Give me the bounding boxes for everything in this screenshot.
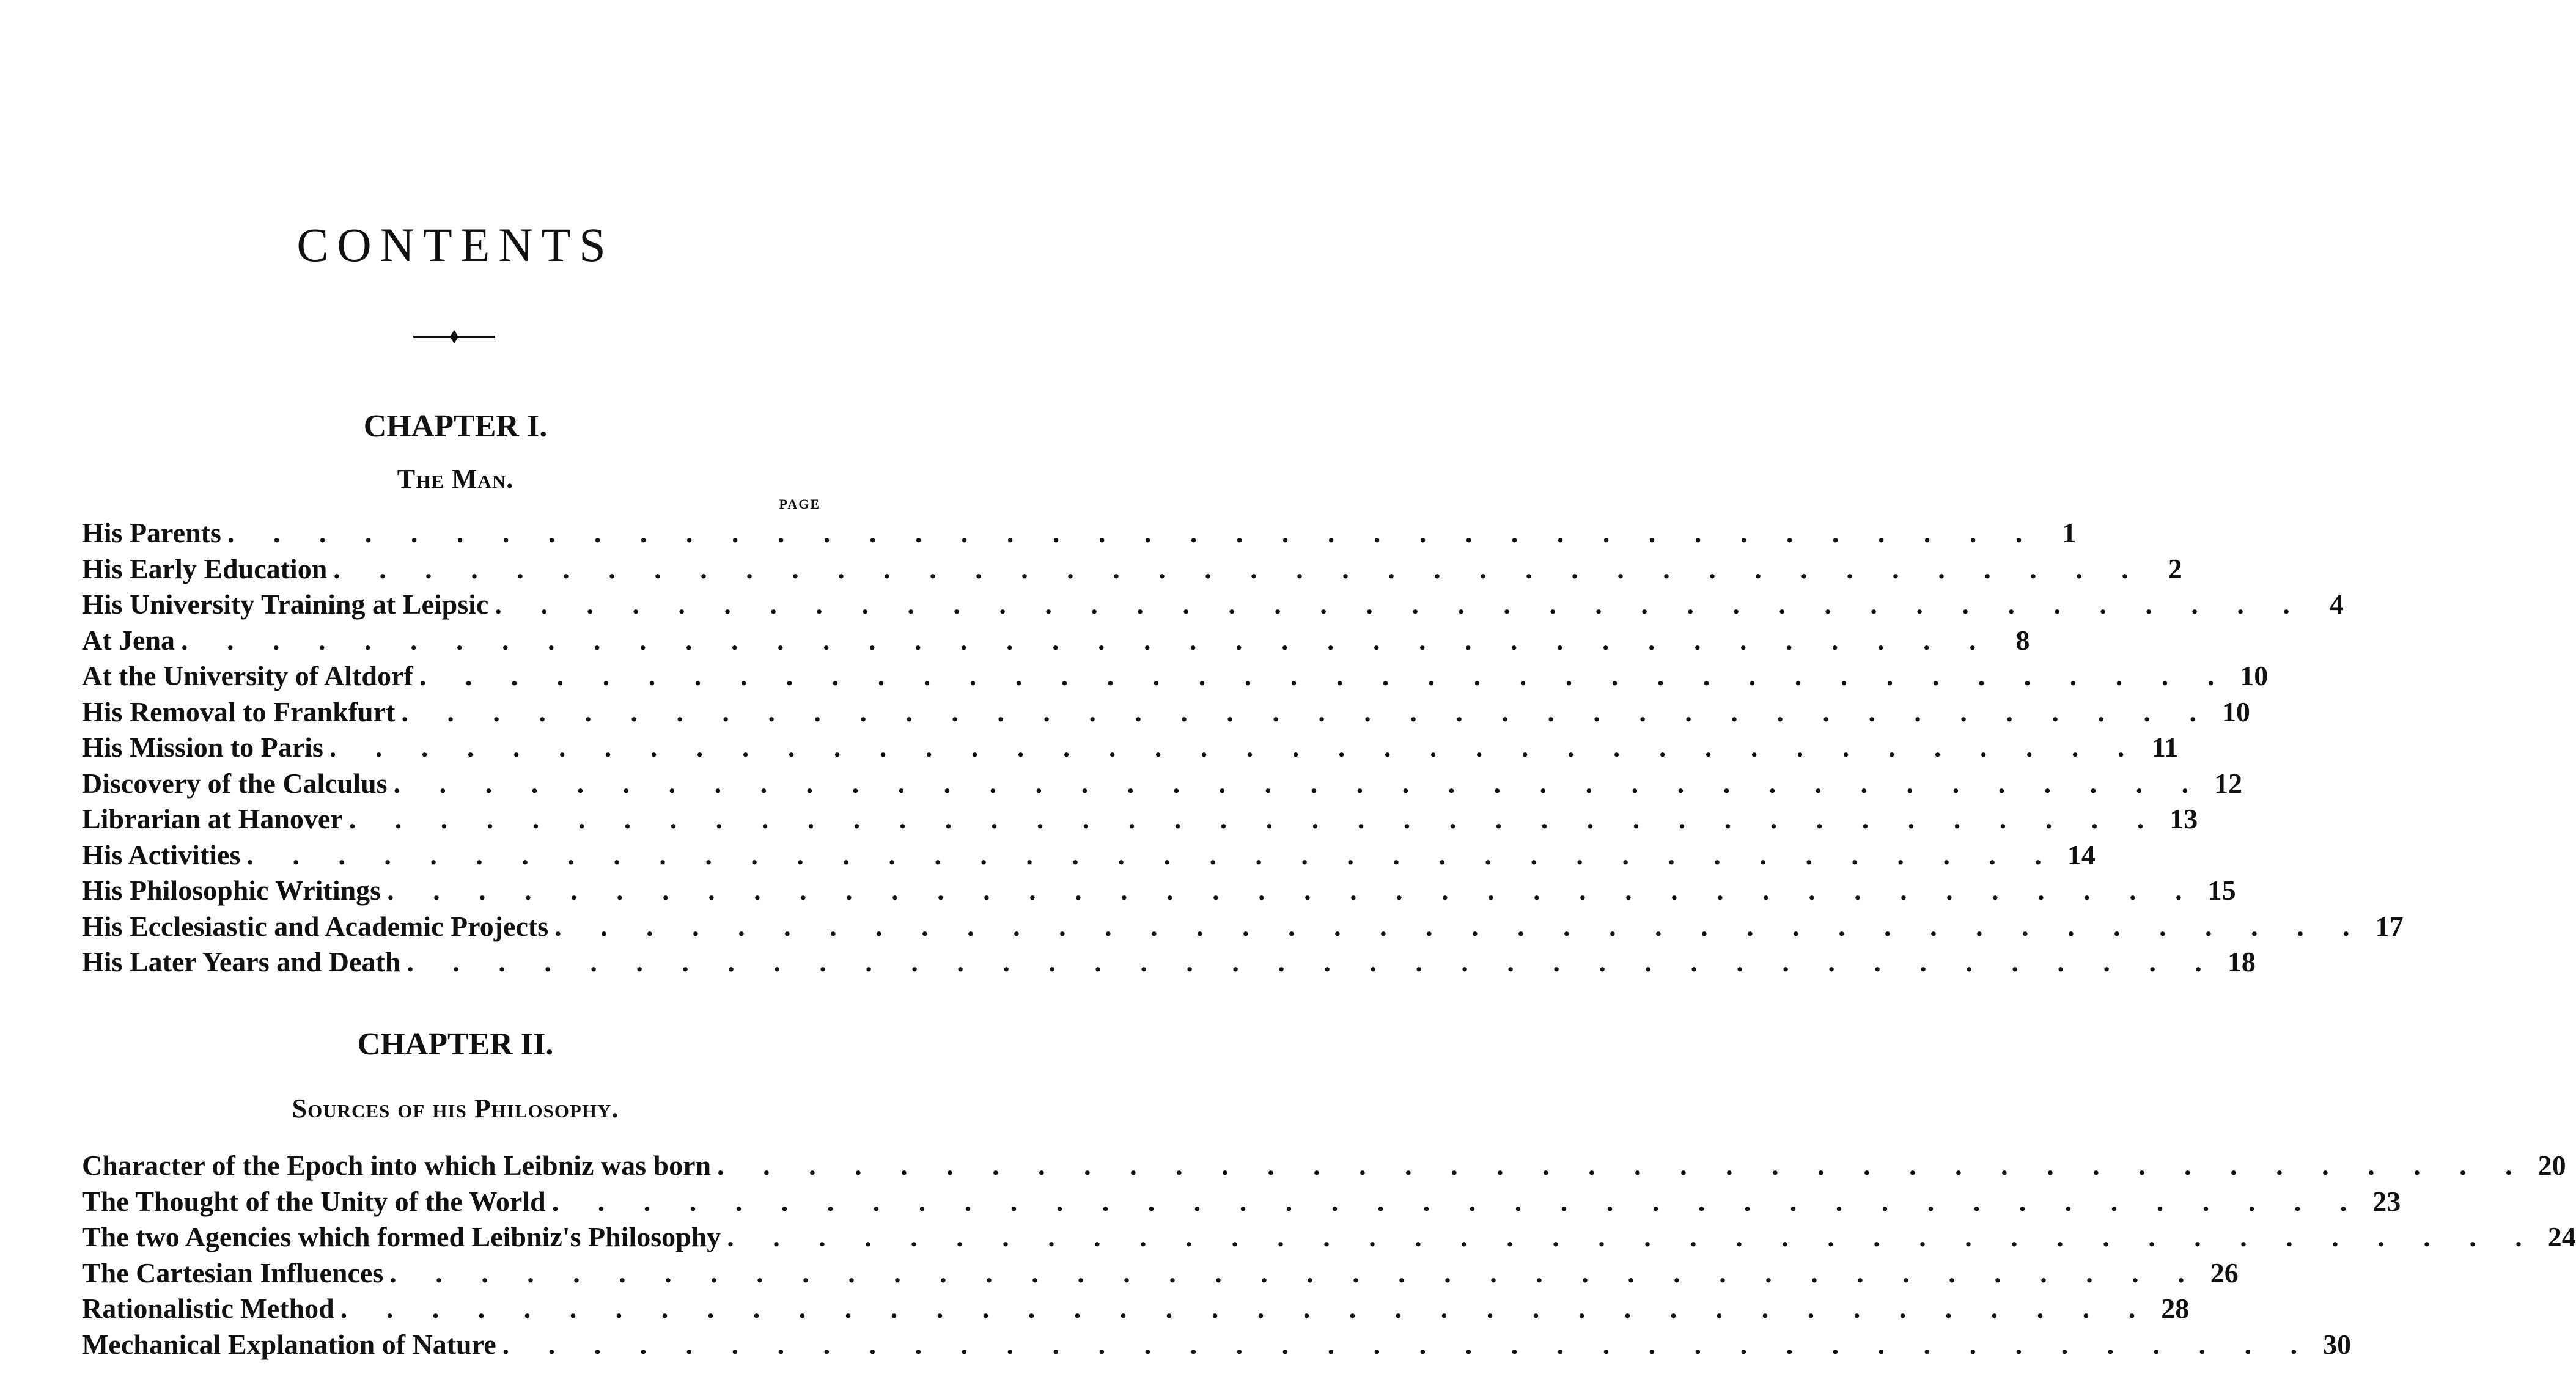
entry-page-number: 23 xyxy=(2372,1185,2401,1217)
toc-entry[interactable] xyxy=(82,623,2030,659)
dot-leader: . . . . . . . . . . . . . . . . . . . . . . . . . . . . . . . . . . . . . . . . xyxy=(717,1150,2528,1181)
entry-label: His Ecclesiastic and Academic Projects xyxy=(82,910,549,942)
entry-page-number: 17 xyxy=(2375,910,2404,942)
entry-label: His Mission to Paris xyxy=(82,732,323,763)
toc-entry[interactable] xyxy=(82,1148,2566,1184)
toc-entry[interactable] xyxy=(82,909,2404,945)
toc-entry[interactable] xyxy=(82,551,2182,587)
dot-leader: . . . . . . . . . . . . . . . . . . . . . . . . . . . . . . . . . . . . . . . . xyxy=(333,553,2144,584)
entry-page-number: 26 xyxy=(2210,1257,2239,1288)
page-title: CONTENTS xyxy=(296,218,614,271)
dot-leader: . . . . . . . . . . . . . . . . . . . . . . . . . . . . . . . . . . . . . . . . xyxy=(387,875,2198,906)
dot-leader: . . . . . . . . . . . . . . . . . . . . . . . . . . . . . . . . . . . . . . . . xyxy=(389,1257,2201,1288)
chapter-1-heading: CHAPTER I. xyxy=(363,409,548,444)
dot-leader: . . . . . . . . . . . . . . . . . . . . . . . . . . . . . . . . . . . . . . . . xyxy=(407,946,2218,977)
entry-page-number: 30 xyxy=(2323,1328,2352,1360)
dot-leader: . . . . . . . . . . . . . . . . . . . . . . . . . . . . . . . . . . . . . . . . xyxy=(495,589,2306,620)
entry-label: His Parents xyxy=(82,517,221,548)
toc-entry[interactable] xyxy=(82,1219,2576,1255)
entry-label: The Thought of the Unity of the World xyxy=(82,1185,546,1217)
dot-leader: . . . . . . . . . . . . . . . . . . . . . . . . . . . . . . . . . . . . . . . . xyxy=(401,696,2212,727)
entry-page-number: 10 xyxy=(2221,696,2250,727)
entry-page-number: 13 xyxy=(2169,803,2198,834)
toc-entry[interactable] xyxy=(82,944,2256,980)
dot-leader: . . . . . . . . . . . . . . . . . . . . . . . . . . . . . . . . . . . . . . . . xyxy=(502,1328,2314,1360)
entry-page-number: 2 xyxy=(2168,553,2182,584)
entry-page-number: 15 xyxy=(2207,875,2236,906)
dot-leader: . . . . . . . . . . . . . . . . . . . . . . . . . . . . . . . . . . . . . . . . xyxy=(340,1293,2152,1324)
dot-leader: . . . . . . . . . . . . . . . . . . . . . . . . . . . . . . . . . . . . . . . . xyxy=(393,767,2205,799)
toc-entry[interactable] xyxy=(82,515,2077,551)
dot-leader: . . . . . . . . . . . . . . . . . . . . . . . . . . . . . . . . . . . . . . . . xyxy=(181,624,1992,656)
entry-label: At Jena xyxy=(82,624,175,656)
entry-label: Discovery of the Calculus xyxy=(82,767,388,799)
chapter-2-heading: CHAPTER II. xyxy=(357,1027,554,1062)
ornament-divider-icon xyxy=(413,329,495,345)
entry-label: The Cartesian Influences xyxy=(82,1257,384,1288)
entry-page-number: 14 xyxy=(2067,839,2096,870)
entry-label: His Philosophic Writings xyxy=(82,875,381,906)
toc-entry[interactable] xyxy=(82,873,2236,909)
toc-entry[interactable] xyxy=(82,837,2096,873)
entry-page-number: 8 xyxy=(2015,624,2030,656)
dot-leader: . . . . . . . . . . . . . . . . . . . . . . . . . . . . . . . . . . . . . . . . xyxy=(227,517,2039,548)
entry-label: His University Training at Leipsic xyxy=(82,589,489,620)
dot-leader: . . . . . . . . . . . . . . . . . . . . . . . . . . . . . . . . . . . . . . . . xyxy=(348,803,2160,834)
chapter-1-entries xyxy=(82,515,2404,980)
entry-label: Mechanical Explanation of Nature xyxy=(82,1328,496,1360)
toc-entry[interactable] xyxy=(82,766,2243,802)
dot-leader: . . . . . . . . . . . . . . . . . . . . . . . . . . . . . . . . . . . . . . . . xyxy=(329,732,2141,763)
entry-label: At the University of Altdorf xyxy=(82,660,413,691)
toc-entry[interactable] xyxy=(82,694,2250,730)
entry-page-number: 10 xyxy=(2240,660,2269,691)
entry-label: His Later Years and Death xyxy=(82,946,401,977)
toc-entry[interactable] xyxy=(82,658,2269,694)
toc-entry[interactable] xyxy=(82,587,2344,623)
entry-label: Librarian at Hanover xyxy=(82,803,343,834)
entry-label: His Early Education xyxy=(82,553,328,584)
entry-label: His Activities xyxy=(82,839,241,870)
dot-leader: . . . . . . . . . . . . . . . . . . . . . . . . . . . . . . . . . . . . . . . . xyxy=(554,910,2366,942)
entry-page-number: 11 xyxy=(2151,732,2179,763)
toc-entry[interactable] xyxy=(82,1255,2239,1291)
entry-page-number: 18 xyxy=(2227,946,2256,977)
entry-page-number: 12 xyxy=(2214,767,2243,799)
entry-label: The two Agencies which formed Leibniz's Philosophy xyxy=(82,1221,721,1252)
entry-page-number: 1 xyxy=(2062,517,2077,548)
toc-entry[interactable] xyxy=(82,1327,2352,1363)
chapter-1-subtitle: The Man. xyxy=(397,464,514,494)
entry-page-number: 28 xyxy=(2161,1293,2190,1324)
toc-entry[interactable] xyxy=(82,1291,2190,1327)
dot-leader: . . . . . . . . . . . . . . . . . . . . . . . . . . . . . . . . . . . . . . . . xyxy=(419,660,2231,691)
chapter-2-entries xyxy=(82,1148,2576,1362)
entry-page-number: 20 xyxy=(2537,1150,2566,1181)
dot-leader: . . . . . . . . . . . . . . . . . . . . . . . . . . . . . . . . . . . . . . . . xyxy=(551,1185,2363,1217)
toc-entry[interactable] xyxy=(82,1184,2401,1220)
chapter-2-subtitle: Sources of his Philosophy. xyxy=(292,1093,619,1123)
toc-entry[interactable] xyxy=(82,730,2179,766)
dot-leader: . . . . . . . . . . . . . . . . . . . . . . . . . . . . . . . . . . . . . . . . xyxy=(246,839,2058,870)
entry-page-number: 4 xyxy=(2329,589,2344,620)
entry-label: Character of the Epoch into which Leibniz was born xyxy=(82,1150,712,1181)
dot-leader: . . . . . . . . . . . . . . . . . . . . . . . . . . . . . . . . . . . . . . . . xyxy=(727,1221,2538,1252)
page-column-label: PAGE xyxy=(779,496,820,512)
entry-label: His Removal to Frankfurt xyxy=(82,696,396,727)
entry-label: Rationalistic Method xyxy=(82,1293,334,1324)
entry-page-number: 24 xyxy=(2547,1221,2576,1252)
toc-entry[interactable] xyxy=(82,801,2198,837)
